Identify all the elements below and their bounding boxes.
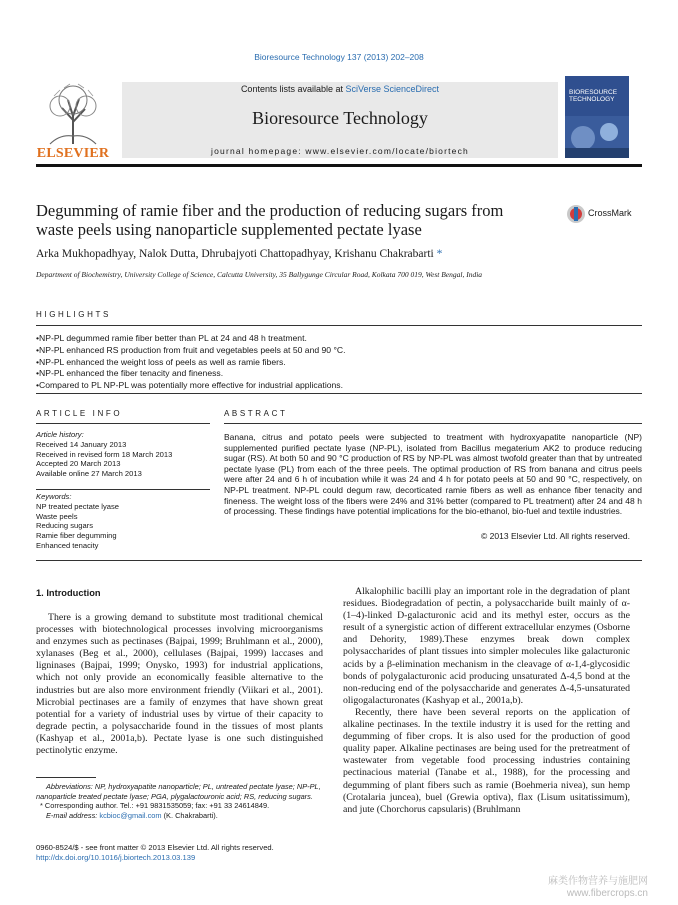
- crossmark-icon: [566, 204, 586, 224]
- highlights-bottom-rule: [36, 393, 642, 394]
- issn-doi-block: [36, 843, 274, 863]
- abstract-rule: [224, 423, 642, 424]
- contents-prefix: Contents lists available at: [240, 84, 346, 94]
- cover-title: BIORESOURCE TECHNOLOGY: [569, 89, 618, 103]
- watermark-url: www.fibercrops.cn: [566, 888, 648, 899]
- history-entry: Received 14 January 2013: [36, 439, 127, 449]
- history-entry: Accepted 20 March 2013: [36, 459, 121, 469]
- keyword: Reducing sugars: [36, 521, 93, 531]
- email-link[interactable]: kcbioc@gmail.com: [99, 810, 162, 820]
- article-title: Degumming of ramie fiber and the production of reducing sugars from waste peels using nanoparticle supplemented pectate lyase: [36, 201, 504, 239]
- article-info-heading: ARTICLE INFO: [36, 409, 123, 418]
- watermark-line: 麻类作物营养与施肥网: [548, 876, 648, 887]
- introduction-paragraph: Alkalophilic bacilli play an important role in the degradation of plant residues. Biodegradation of pectin, a polysaccharide built mainly of α-(1–4)-linked D-galacturonic acid and its methyl ester, occurs as the result of a synergistic action of different extracellular enzymes (Osborne and Dehority, 1989).These enzymes break down complex polysaccharides of plant tissues into simpler molecules like galacturonic acids by a β-elimination mechanism in the cleavage of α-1,4-glycosidic bonds of polygalacturonic acid producing unsaturated Δ-4,5 bond at the non-reducing end of the polysaccharide and generates Δ-4,5-unsaturated oligogalacturonates (Kashyap et al., 2001a,b).: [343, 586, 630, 706]
- keywords: [36, 492, 210, 551]
- contents-availability-line: [122, 84, 558, 94]
- highlight-item: • NP-PL enhanced RS production from fruit and vegetables peels at 50 and 90 °C.: [36, 345, 642, 357]
- abstract-text: Banana, citrus and potato peels were subjected to treatment with hydroxyapatite nanoparticle (NP) supplemented purified pectate lyase (NP-PL), isolated from Bacillus megaterium AK2 to produce reducing sugar (RS). At both 50 and 90 °C production of RS by NP-PL was almost twofold greater than that by untreated pectate lyase (PL) from each of the three peels. The optimal production of RS from banana and citrus peels were after 24 and 6 h of incubation while it was 24 and 4 h for potato peels at 50 and 90 °C, respectively, on NP-PL treatment. NP-PL could degum raw, decorticated ramie fibers as well as enhance fiber tenacity and fineness. The weight loss of the fibers were 24% and 31% better (compared to PL treatment) after 24 and 48 h of processing. These findings have potential implications for the bio-ethanol, bio-fuel and textile industries.: [224, 432, 642, 517]
- masthead-rule: [36, 164, 642, 167]
- journal-homepage[interactable]: journal homepage: www.elsevier.com/locate/biortech: [211, 146, 469, 156]
- elsevier-wordmark: ELSEVIER: [36, 146, 110, 161]
- keyword: Waste peels: [36, 511, 78, 521]
- highlight-item: • NP-PL enhanced the weight loss of peels as well as ramie fibers.: [36, 357, 642, 369]
- highlight-item: • NP-PL degummed ramie fiber better than PL at 24 and 48 h treatment.: [36, 333, 642, 345]
- abstract-heading: ABSTRACT: [224, 409, 288, 418]
- crossmark-label: CrossMark: [588, 208, 632, 218]
- highlights-list: [36, 333, 642, 392]
- author-list: [36, 248, 442, 260]
- authors-text: Arka Mukhopadhyay, Nalok Dutta, Dhrubajyoti Chattopadhyay, Krishanu Chakrabarti: [36, 248, 434, 260]
- journal-cover[interactable]: [565, 76, 629, 158]
- site-watermark: [548, 876, 648, 900]
- footnote-rule: [36, 777, 96, 778]
- keyword: Ramie fiber degumming: [36, 531, 117, 541]
- introduction-right-column: [343, 586, 630, 816]
- doi-link[interactable]: http://dx.doi.org/10.1016/j.biortech.2013.03.139: [36, 853, 196, 862]
- crossmark-badge[interactable]: [566, 204, 638, 224]
- highlights-heading: HIGHLIGHTS: [36, 310, 111, 319]
- elsevier-logo[interactable]: [36, 80, 110, 162]
- email-suffix: (K. Chakrabarti).: [161, 810, 218, 820]
- journal-masthead: [36, 76, 642, 160]
- sciencedirect-link[interactable]: SciVerse ScienceDirect: [345, 84, 440, 94]
- introduction-paragraph: Recently, there have been several reports on the application of alkaline pectinases. In the textile industry it is used for the retting and degumming of fiber crops. It is also used for the production of good quality paper. Alkaline pectinases are being used for the pretreatment of wastewater from vegetable food processing industries containing pectinacious material (Tanabe et al., 1988), for the processing and degumming of plant fibers such as ramie (Boehmeria nivea), sun hemp (Crotalaria juncea), buel (Grewia optiva), flax (Lisum usitatissimum), and jute (Chorchorus capsularis) (Bruhlmann: [343, 706, 630, 815]
- highlights-rule: [36, 325, 642, 326]
- highlight-item: • NP-PL enhanced the fiber tenacity and fineness.: [36, 368, 642, 380]
- cover-art-image: [565, 116, 629, 158]
- abbreviations-footnote: Abbreviations: NP, hydroxyapatite nanoparticle; PL, untreated pectate lyase; NP-PL, nanoparticle treated pectate lyase; PGA, plygalactouronic acid; RS, reducing sugars.: [36, 782, 321, 801]
- front-matter-bottom-rule: [36, 560, 642, 561]
- highlight-item: • Compared to PL NP-PL was potentially more effective for industrial applications.: [36, 380, 642, 392]
- email-label: E-mail address:: [46, 810, 100, 820]
- keyword: Enhanced tenacity: [36, 540, 99, 550]
- email-footnote: [36, 811, 323, 821]
- history-entry: Available online 27 March 2013: [36, 469, 142, 479]
- history-entry: Received in revised form 18 March 2013: [36, 449, 173, 459]
- history-label: Article history:: [36, 430, 84, 439]
- footnotes: [36, 782, 323, 820]
- masthead-banner: [122, 82, 558, 158]
- keyword: NP treated pectate lyase: [36, 501, 120, 511]
- corresponding-author-footnote: * Corresponding author. Tel.: +91 9831535059; fax: +91 33 24614849.: [40, 801, 270, 811]
- abstract-copyright: © 2013 Elsevier Ltd. All rights reserved.: [481, 531, 630, 541]
- keywords-label: Keywords:: [36, 492, 72, 501]
- elsevier-tree-icon: [40, 80, 106, 146]
- introduction-paragraph: There is a growing demand to substitute most traditional chemical processes with biotechnological processes involving microorganisms and enzymes such as pectinases (Bajpai, 1999; Bruhlmann et al., 2000), xylanases (Beg et al., 2000), cellulases (Bajpai, 1999) laccases and ligninases (Bajpai, 1999; Onysko, 1993) for industrial applications, which not only provide an economically feasible alternative to the industries but are also more environment friendly (Viikari et al., 2001). Microbial pectinases are a family of enzymes that have shown great potential for a variety of industrial uses by virtue of their capacity to degrade pectin, a polysaccharide found in the tissues of most plants (Kashyap et al., 2001a,b). Pectate lyase is one such distinguished pectinolytic enzyme.: [36, 612, 323, 757]
- issn-line: 0960-8524/$ - see front matter © 2013 Elsevier Ltd. All rights reserved.: [36, 843, 274, 852]
- article-history: [36, 430, 210, 479]
- introduction-heading: 1. Introduction: [36, 588, 101, 598]
- corresponding-author-mark[interactable]: *: [433, 248, 443, 260]
- journal-reference[interactable]: Bioresource Technology 137 (2013) 202–208: [254, 52, 424, 62]
- article-info-rule: [36, 423, 210, 424]
- journal-title: Bioresource Technology: [252, 108, 428, 128]
- affiliation: Department of Biochemistry, University College of Science, Calcutta University, 35 Ballygunge Circular Road, Kolkata 700 019, West Bengal, India: [36, 270, 483, 279]
- keywords-rule: [36, 489, 210, 490]
